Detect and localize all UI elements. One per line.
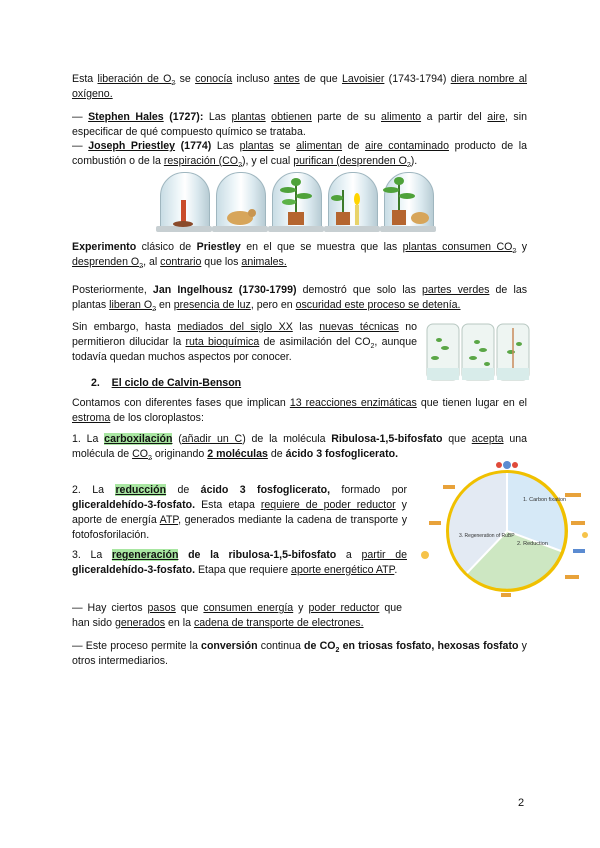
- mouse-head: [248, 209, 256, 217]
- text: que tienen lugar en el: [416, 397, 528, 409]
- text: a partir del: [421, 111, 488, 123]
- text: aporte energético ATP: [291, 564, 395, 576]
- text: plantas consumen CO: [402, 241, 513, 253]
- section-number: 2.: [91, 377, 100, 389]
- subscript: 2: [171, 80, 176, 88]
- text: mediados del siglo XX: [177, 321, 293, 333]
- text: de: [342, 140, 366, 152]
- text: animales.: [241, 256, 287, 268]
- text: formado por: [330, 484, 408, 496]
- molecule-chain-icon: [443, 485, 455, 489]
- text: reducción: [115, 484, 167, 496]
- text: [132, 448, 152, 463]
- text: Esta: [72, 73, 98, 85]
- g3p-output-icon: [501, 593, 511, 597]
- text: conocía: [195, 73, 233, 85]
- text: , al: [143, 256, 161, 268]
- text: ruta bioquímica: [185, 336, 260, 348]
- label-carbon-fixation: 1. Carbon fixation: [523, 497, 567, 503]
- text: presencia de luz: [173, 299, 251, 311]
- candle-base: [173, 221, 193, 227]
- text: que han sido: [72, 602, 402, 629]
- text: ATP: [159, 514, 179, 526]
- text: 2 moléculas: [207, 448, 268, 460]
- text: de asimilación del CO: [259, 336, 371, 348]
- paragraph-pasos: [72, 601, 402, 631]
- paragraph-regeneracion: [72, 548, 407, 578]
- text: en la: [165, 617, 194, 629]
- text: Contamos con diferentes fases que implican: [72, 397, 290, 409]
- text: producto de la combustión o de la: [72, 140, 528, 167]
- text: (: [172, 433, 182, 445]
- text: plantas: [231, 111, 266, 123]
- text: .: [394, 564, 398, 576]
- text: —: [72, 140, 89, 152]
- text: ), y el cual: [241, 155, 294, 167]
- candle: [355, 205, 359, 225]
- text: alimento: [381, 111, 422, 123]
- text: ) de la molécula: [242, 433, 332, 445]
- text: (1774): [175, 140, 212, 152]
- text: aire contaminado: [365, 140, 449, 152]
- molecule-icon: [512, 462, 518, 468]
- text: carboxilación: [104, 433, 173, 445]
- text: contrario: [160, 256, 202, 268]
- text: 2. La: [72, 484, 116, 496]
- text: — Hay ciertos: [72, 602, 148, 614]
- subscript: 2: [139, 263, 144, 271]
- subscript: 2: [406, 162, 411, 170]
- text: continua: [257, 640, 305, 652]
- text: liberan O: [109, 299, 153, 311]
- calvin-cycle-diagram: [415, 455, 595, 605]
- text: y: [293, 602, 309, 614]
- subscript: 2: [152, 306, 157, 314]
- text: oscuridad este proceso se detenía.: [295, 299, 461, 311]
- section-heading: [91, 376, 546, 391]
- text: incluso: [232, 73, 274, 85]
- text: que: [175, 602, 204, 614]
- priestley-experiment-image: [0, 0, 600, 240]
- text: (1743-1794): [384, 73, 451, 85]
- text: plantas: [239, 140, 274, 152]
- text: partes verdes: [422, 284, 490, 296]
- text: de que: [299, 73, 342, 85]
- text: poder reductor: [308, 602, 380, 614]
- molecule-icon: [496, 462, 502, 468]
- text: generados: [115, 617, 166, 629]
- text: [304, 640, 519, 655]
- text: ).: [410, 155, 418, 167]
- text: se: [175, 73, 196, 85]
- text: Etapa que requiere: [195, 564, 292, 576]
- text: añadir un C: [181, 433, 243, 445]
- molecule-chain-icon: [565, 493, 581, 497]
- text: 13 reacciones enzimáticas: [289, 397, 417, 409]
- text: de la ribulosa-1,5-bifosfato: [178, 549, 337, 561]
- plant-pot: [336, 212, 350, 225]
- text: se: [273, 140, 297, 152]
- text: regeneración: [111, 549, 179, 561]
- text: , sin especificar de qué compuesto químico se trataba.: [72, 111, 527, 138]
- text: purifican (desprenden O: [293, 155, 407, 167]
- text: gliceraldehído-3-fosfato.: [72, 499, 196, 511]
- text: 1. La: [72, 433, 105, 445]
- text: y: [516, 241, 527, 253]
- paragraph-reduccion: [72, 483, 407, 543]
- text: Ribulosa-1,5-bifosfato: [331, 433, 443, 445]
- text: antes: [273, 73, 300, 85]
- leaf: [394, 177, 404, 185]
- flame-icon: [354, 193, 360, 205]
- text: [109, 299, 157, 314]
- molecule-chain-icon: [565, 575, 579, 579]
- text: Posteriormente,: [72, 284, 153, 296]
- leaf: [291, 178, 301, 186]
- leaf: [331, 195, 343, 201]
- atp-icon: [582, 532, 588, 538]
- text: las: [292, 321, 320, 333]
- nadph-icon: [573, 549, 585, 553]
- label-reduction: 2. Reduction: [517, 541, 548, 547]
- paragraph-experiment: [72, 240, 527, 270]
- text: de las plantas: [72, 284, 528, 311]
- text: Priestley: [196, 241, 241, 253]
- text: Esta etapa: [195, 499, 261, 511]
- leaf: [399, 193, 415, 199]
- co2-molecule-icon: [503, 461, 511, 469]
- jar-contents: [0, 0, 600, 240]
- subscript: 2: [335, 647, 340, 655]
- text: Lavoisier: [341, 73, 385, 85]
- text: Las: [211, 140, 240, 152]
- text: de CO: [304, 640, 336, 652]
- text: de: [166, 484, 201, 496]
- text: obtienen: [271, 111, 312, 123]
- mouse-icon: [411, 212, 429, 224]
- text: cadena de transporte de electrones.: [193, 617, 364, 629]
- text: [72, 256, 144, 271]
- text: Joseph Priestley: [88, 140, 176, 152]
- molecule-chain-icon: [571, 521, 585, 525]
- text: — Este proceso permite la: [72, 640, 202, 652]
- text: y otros intermediarios.: [72, 640, 527, 667]
- text: una molécula de: [72, 433, 527, 460]
- page-number: 2: [518, 797, 525, 809]
- text: de los cloroplastos:: [110, 412, 204, 424]
- text: ácido 3 fosfoglicerato,: [200, 484, 331, 496]
- text: a: [336, 549, 362, 561]
- text: en triosas fosfato, hexosas fosfato: [339, 640, 519, 652]
- label-regeneration: 3. Regeneration of RuBP: [459, 533, 515, 539]
- subscript: 2: [370, 343, 375, 351]
- text: demostró que solo las: [296, 284, 423, 296]
- text: parte de su: [311, 111, 382, 123]
- text: estroma: [72, 412, 111, 424]
- text: Jan Ingelhousz (1730-1799): [152, 284, 297, 296]
- text: desprenden O: [72, 256, 140, 268]
- text: nuevas técnicas: [319, 321, 399, 333]
- subscript: 2: [147, 455, 152, 463]
- text: requiere de poder reductor: [260, 499, 396, 511]
- text: , aunque todavía quedan muchos aspectos por conocer.: [72, 336, 417, 363]
- leaf: [383, 187, 399, 193]
- plant-pot: [392, 210, 406, 225]
- text: liberación de O: [97, 73, 172, 85]
- plant-pot: [288, 212, 304, 225]
- text: gliceraldehído-3-fosfato.: [72, 564, 196, 576]
- subscript: 2: [238, 162, 242, 170]
- text: originando: [151, 448, 208, 460]
- text: acepta: [471, 433, 504, 445]
- text: aire: [487, 111, 505, 123]
- text: , pero en: [250, 299, 296, 311]
- text: consumen energía: [203, 602, 294, 614]
- candle: [181, 200, 186, 224]
- text: Experimento: [72, 241, 137, 253]
- paragraph-fases: [72, 396, 527, 426]
- paragraph-siglo-xx: [72, 320, 417, 365]
- text: clásico de: [136, 241, 197, 253]
- subscript: 2: [512, 248, 517, 256]
- text: (1727):: [163, 111, 204, 123]
- text: Las: [203, 111, 232, 123]
- molecule-chain-icon: [429, 521, 441, 525]
- text: conversión: [201, 640, 258, 652]
- section-title: El ciclo de Calvin-Benson: [111, 377, 242, 389]
- paragraph-ingelhousz: [72, 283, 527, 313]
- text: en el que se muestra que las: [240, 241, 403, 253]
- text: que: [442, 433, 472, 445]
- text: y aporte de energía: [72, 499, 407, 526]
- text: ácido 3 fosfoglicerato.: [285, 448, 399, 460]
- text: alimentan: [296, 140, 343, 152]
- text: 3. La: [72, 549, 112, 561]
- text: —: [72, 111, 89, 123]
- text: diera nombre al oxígeno.: [72, 73, 527, 100]
- text: pasos: [147, 602, 176, 614]
- text: en: [156, 299, 174, 311]
- text: de: [267, 448, 286, 460]
- text: Sin embargo, hasta: [72, 321, 178, 333]
- leaf: [280, 187, 296, 193]
- text: que los: [201, 256, 242, 268]
- text: , generados mediante la cadena de transporte y fotofosforilación.: [72, 514, 407, 541]
- text: partir de: [361, 549, 407, 561]
- atp-icon: [421, 551, 429, 559]
- text: no permitieron dilucidar la: [72, 321, 418, 348]
- text: Stephen Hales: [88, 111, 164, 123]
- text: CO: [132, 448, 148, 460]
- leaf: [296, 193, 312, 199]
- ingelhousz-experiment-image: [425, 318, 530, 384]
- paragraph-conversion: [72, 639, 527, 669]
- text: [402, 241, 517, 256]
- text: respiración (CO: [163, 155, 239, 167]
- leaf: [282, 199, 296, 205]
